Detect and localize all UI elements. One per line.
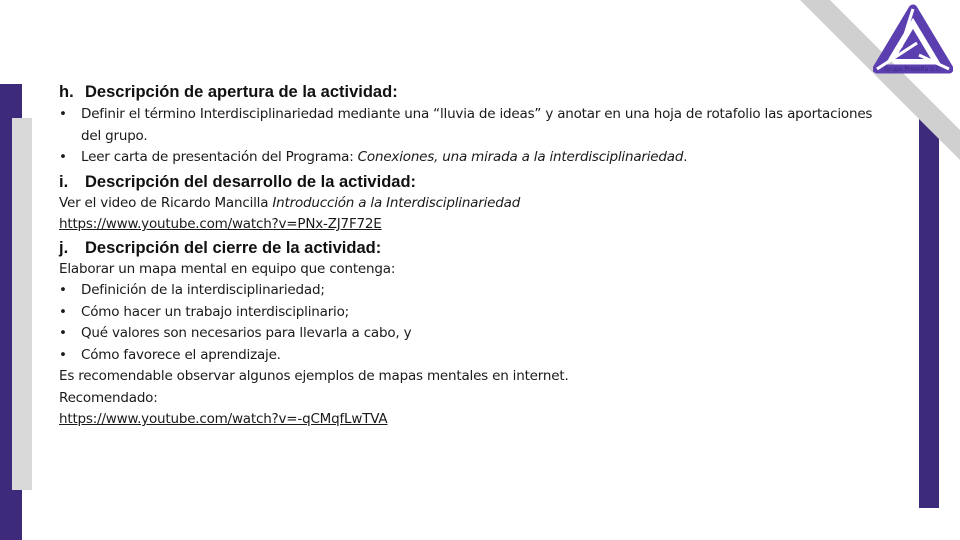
section-i-letter: i.: [59, 172, 69, 191]
bullet: •: [59, 346, 67, 363]
section-j-intro: Elaborar un mapa mental en equipo que contenga:: [59, 260, 396, 277]
video-title: Introducción a la Interdisciplinariedad: [272, 194, 521, 211]
bullet: •: [59, 303, 67, 320]
section-j-body: [59, 259, 889, 431]
program-title: Conexiones, una mirada a la interdisciplinariedad: [357, 149, 684, 165]
list-item: • Cómo hacer un trabajo interdisciplinario;: [59, 302, 889, 324]
list-item: • Cómo favorece el aprendizaje.: [59, 345, 889, 367]
bullet: •: [59, 106, 67, 122]
section-i-title: Descripción del desarrollo de la actividad:: [85, 172, 417, 191]
right-accent-bar: [919, 118, 939, 508]
activity-content: [59, 82, 889, 431]
recommended-link[interactable]: https://www.youtube.com/watch?v=-qCMqfLwTVA: [59, 411, 388, 427]
section-h-title: Descripción de apertura de la actividad:: [85, 83, 398, 101]
video-line: Ver el video de Ricardo Mancilla Introducción a la Interdisciplinariedad: [59, 194, 521, 211]
recommended-label: Recomendado:: [59, 389, 158, 406]
bullet: •: [59, 149, 67, 165]
section-j-title: Descripción del cierre de la actividad:: [85, 238, 382, 257]
section-i-body: [59, 193, 889, 236]
section-j-letter: j.: [59, 238, 69, 257]
bullet: •: [59, 325, 67, 341]
recommendation-note: Es recomendable observar algunos ejemplos de mapas mentales en internet.: [59, 368, 569, 384]
list-item: • Qué valores son necesarios para llevarla a cabo, y: [59, 323, 889, 345]
video-link[interactable]: https://www.youtube.com/watch?v=PNx-ZJ7F72E: [59, 216, 382, 232]
section-i-heading: [59, 172, 889, 193]
left-gray-bar: [12, 118, 32, 490]
section-h-letter: h.: [59, 83, 74, 101]
bullet: •: [59, 282, 67, 298]
list-item: • Leer carta de presentación del Programa: Conexiones, una mirada a la interdisciplinariedad.: [59, 147, 889, 169]
section-h-list: [59, 104, 889, 169]
section-j-heading: [59, 238, 889, 259]
list-item: • Definir el término Interdisciplinariedad mediante una “lluvia de ideas” y anotar en una hoja de rotafolio las aportaciones del grupo.: [59, 104, 889, 147]
logo-text: Grupo Prosofia S.C.: [884, 66, 942, 73]
list-item: • Definición de la interdisciplinariedad;: [59, 280, 889, 302]
section-h-heading: [59, 82, 889, 103]
